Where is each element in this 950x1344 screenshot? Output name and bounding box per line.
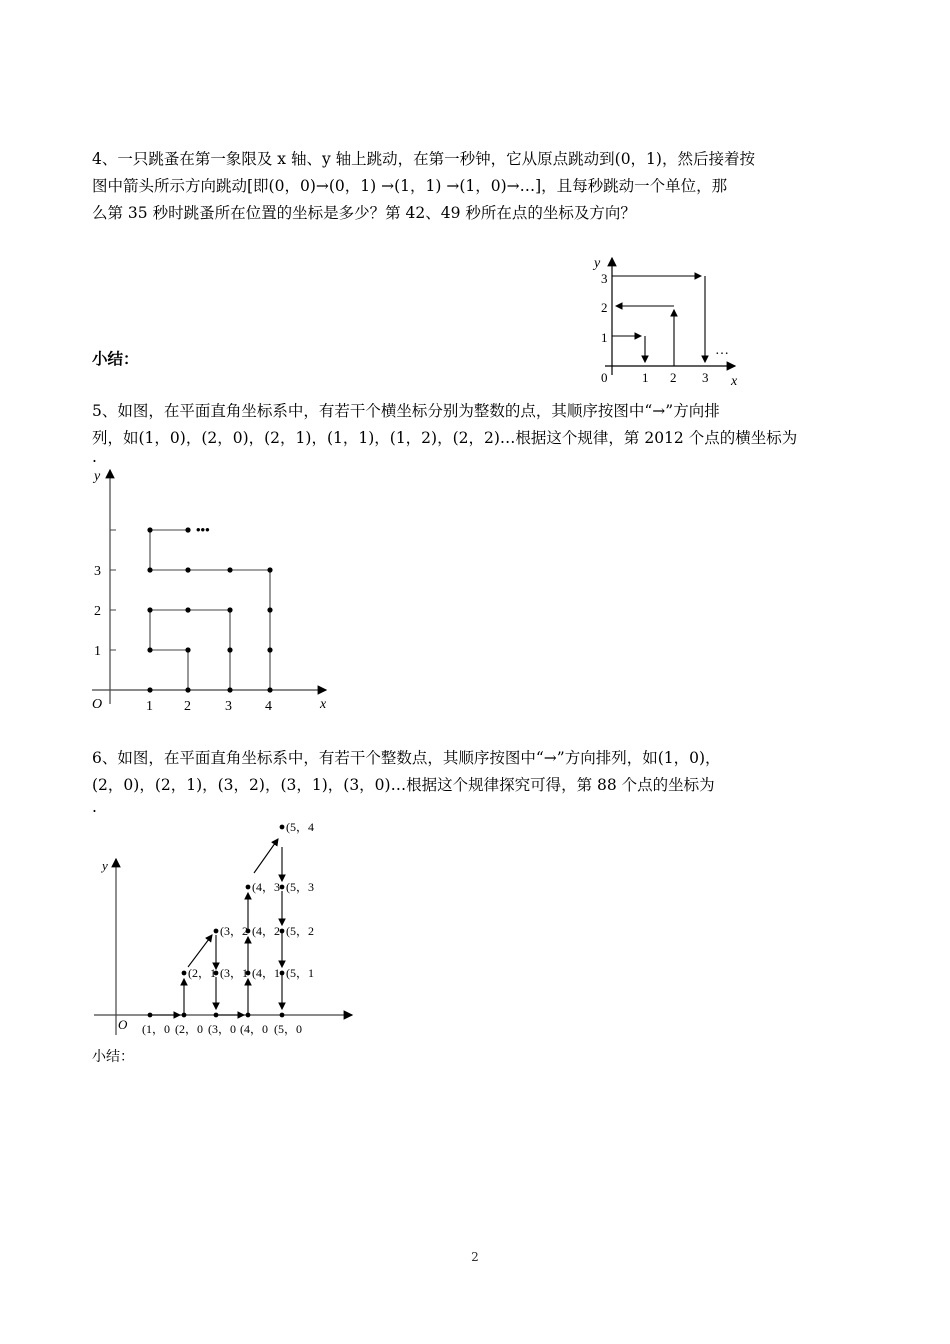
q6-label-4-3: (4，3	[252, 880, 280, 894]
question-6-text	[92, 745, 872, 815]
q6-label-1-0: (1，0	[142, 1022, 170, 1036]
q5-line-1: 5、如图，在平面直角坐标系中，有若干个横坐标分别为整数的点，其顺序按图中“→”方向排	[92, 402, 720, 420]
q4-summary-label: 小结：	[92, 349, 139, 368]
q5-x-tick-3: 3	[225, 699, 232, 714]
q6-label-2-0: (2，0	[175, 1022, 203, 1036]
q6-label-3-0: (3，0	[208, 1022, 236, 1036]
q6-y-label: y	[102, 858, 108, 873]
q6-label-5-0: (5，0	[274, 1022, 302, 1036]
q5-y-tick-3: 3	[94, 564, 101, 579]
q5-origin-label: O	[92, 697, 103, 712]
question-4-text	[92, 146, 872, 227]
q5-x-tick-4: 4	[265, 699, 272, 714]
q4-figure	[585, 250, 785, 390]
q6-label-5-1: (5，1	[286, 966, 314, 980]
q6-line-2: (2，0)，(2，1)，(3，2)，(3，1)，(3，0)…根据这个规律探究可得，第 88 个点的坐标为	[92, 776, 715, 794]
q6-label-4-0: (4，0	[240, 1022, 268, 1036]
q6-label-3-2: (3，2	[220, 924, 248, 938]
q4-jump-path	[612, 276, 705, 366]
q6-line-1: 6、如图，在平面直角坐标系中，有若干个整数点，其顺序按图中“→”方向排列，如(1，0)，	[92, 749, 721, 767]
q5-y-label: y	[94, 469, 101, 484]
q5-x-label: x	[320, 697, 327, 712]
q6-line-3: .	[92, 798, 97, 816]
q6-label-5-4: (5，4	[286, 820, 314, 834]
q5-ellipsis: •••	[196, 522, 210, 537]
q4-line-1: 4、一只跳蚤在第一象限及 x 轴、y 轴上跳动，在第一秒钟，它从原点跳动到(0，1)，然后接着按	[92, 150, 755, 168]
page-number: 2	[471, 1250, 479, 1264]
q5-line-2: 列，如(1，0)，(2，0)，(2，1)，(1，1)，(1，2)，(2，2)…根据这个规律，第 2012 个点的横坐标为	[92, 429, 798, 447]
q4-ellipsis: …	[715, 343, 729, 358]
q4-y-tick-1: 1	[601, 330, 608, 345]
q6-label-3-1: (3，1	[220, 966, 248, 980]
q4-y-label: y	[594, 256, 601, 271]
q5-figure	[88, 462, 348, 722]
q4-origin-label: 0	[601, 370, 608, 385]
question-5-text	[92, 398, 872, 466]
q5-y-tick-2: 2	[94, 604, 101, 619]
q4-x-tick-3: 3	[702, 370, 709, 385]
q6-label-2-1: (2，1	[188, 966, 216, 980]
q6-label-5-2: (5，2	[286, 924, 314, 938]
q6-label-4-2: (4，2	[252, 924, 280, 938]
q4-line-2: 图中箭头所示方向跳动[即(0，0)→(0，1) →(1，1) →(1，0)→…]，且每秒跳动一个单位，那	[92, 177, 728, 195]
q4-x-label: x	[731, 374, 738, 389]
q4-y-tick-2: 2	[601, 300, 608, 315]
q6-figure	[88, 815, 368, 1055]
q4-line-3: 么第 35 秒时跳蚤所在位置的坐标是多少？第 42、49 秒所在点的坐标及方向？	[92, 204, 636, 222]
q6-origin-label: O	[118, 1017, 128, 1032]
q5-point-path	[150, 530, 270, 690]
q6-summary-label: 小结：	[92, 1049, 134, 1065]
q4-x-tick-2: 2	[670, 370, 677, 385]
q6-label-4-1: (4，1	[252, 966, 280, 980]
q5-line-3: .	[92, 448, 97, 466]
q5-x-tick-2: 2	[184, 699, 191, 714]
q6-label-5-3: (5，3	[286, 880, 314, 894]
q4-y-tick-3: 3	[601, 271, 608, 286]
q5-x-tick-1: 1	[146, 699, 153, 714]
q4-x-tick-1: 1	[642, 370, 649, 385]
q5-y-tick-1: 1	[94, 644, 101, 659]
